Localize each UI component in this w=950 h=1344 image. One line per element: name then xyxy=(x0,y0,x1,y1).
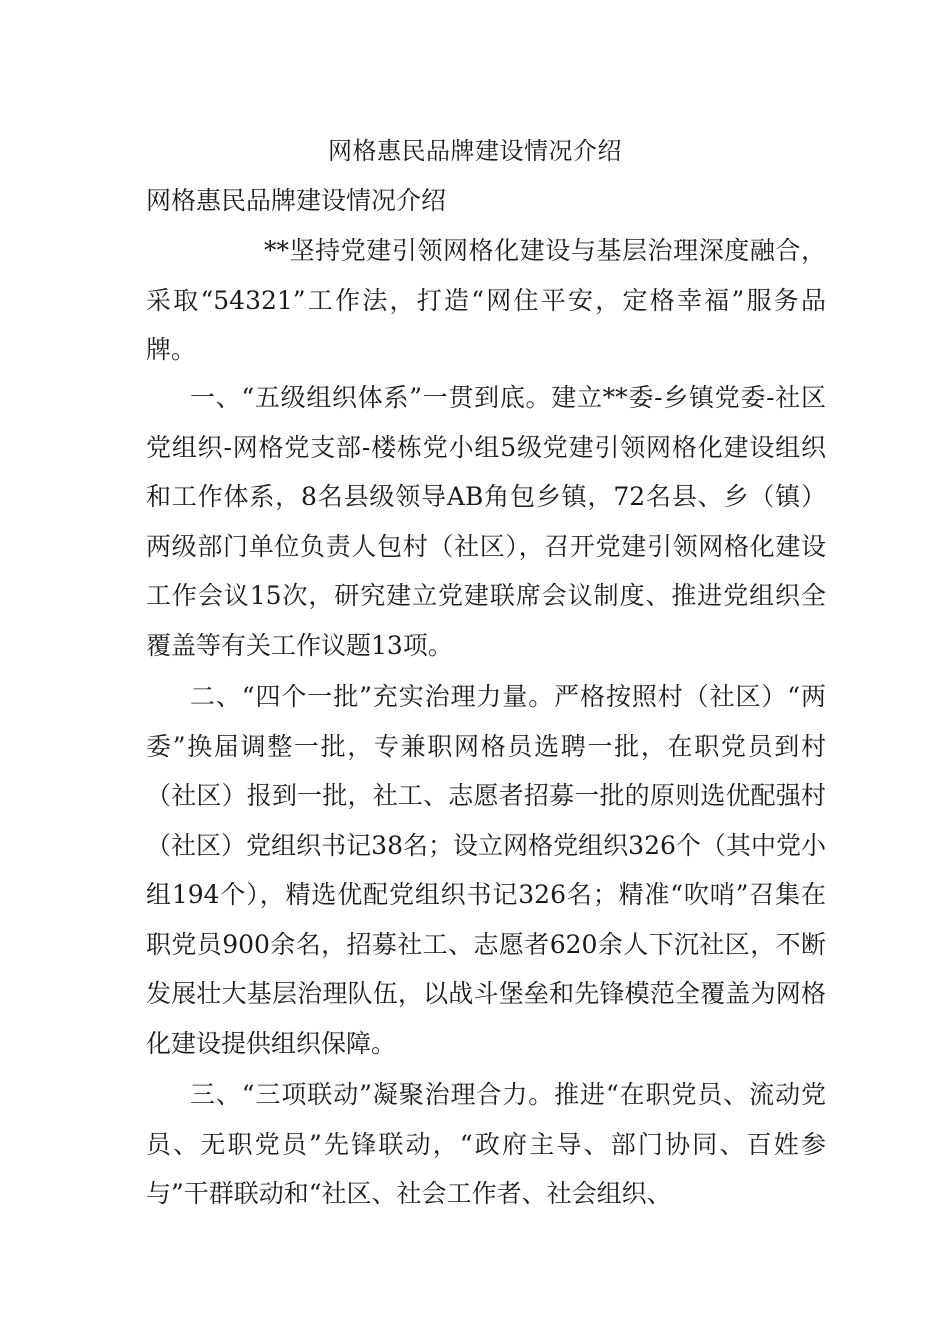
document-subtitle: 网格惠民品牌建设情况介绍 xyxy=(146,186,447,215)
paragraph-intro xyxy=(146,226,826,375)
paragraph-section-2 xyxy=(146,672,826,1068)
paragraph-section-3 xyxy=(146,1070,826,1219)
document-title: 网格惠民品牌建设情况介绍 xyxy=(328,137,622,165)
paragraph-text: 三、“三项联动”凝聚治理合力。推进“在职党员、流动党员、无职党员”先锋联动，“政府主导、部门协同、百姓参与”干群联动和“社区、社会工作者、社会组织、 xyxy=(146,1080,826,1208)
paragraph-text: 二、“四个一批”充实治理力量。严格按照村（社区）“两委”换届调整一批，专兼职网格员选聘一批，在职党员到村（社区）报到一批，社工、志愿者招募一批的原则选优配强村（社区）党组织书记38名；设立网格党组织326个（其中党小组194个），精选优配党组织书记326名；精准“吹哨”召集在职党员900余名，招募社工、志愿者620余人下沉社区，不断发展壮大基层治理队伍，以战斗堡垒和先锋模范全覆盖为网格化建设提供组织保障。 xyxy=(146,682,826,1058)
paragraph-section-1 xyxy=(146,373,826,670)
paragraph-text: **坚持党建引领网格化建设与基层治理深度融合， 采取“54321”工作法，打造“网住平安，定格幸福”服务品牌。 xyxy=(146,236,826,364)
paragraph-text: 一、“五级组织体系”一贯到底。建立**委-乡镇党委-社区党组织-网格党支部-楼栋党小组5级党建引领网格化建设组织和工作体系，8名县级领导AB角包乡镇，72名县、乡（镇）两级部门单位负责人包村（社区），召开党建引领网格化建设工作会议15次，研究建立党建联席会议制度、推进党组织全覆盖等有关工作议题13项。 xyxy=(146,383,826,660)
